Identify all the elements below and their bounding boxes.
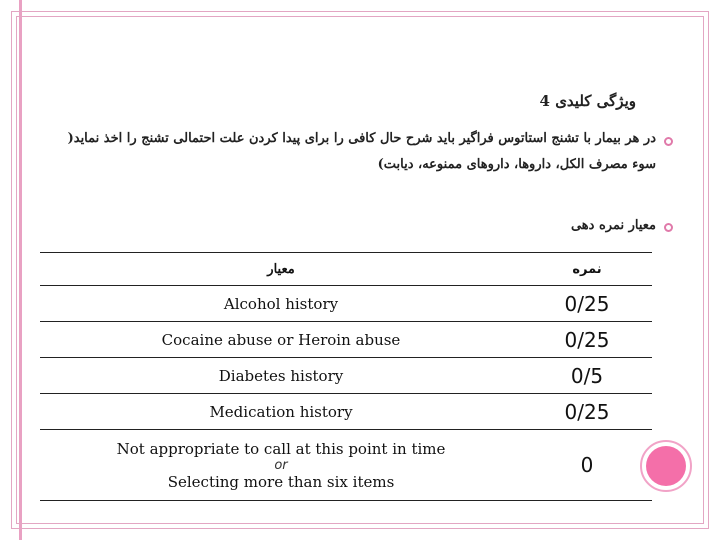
score-cell: 0/25 [522,286,652,322]
criterion-cell: Cocaine abuse or Heroin abuse [40,322,522,358]
bullet-text-history: در هر بیمار با تشنج استاتوس فراگیر باید شرح حال کافی را برای پیدا کردن علت احتمالی تشنج را اخذ نماید( سوء مصرف الکل، داروها، داروهای ممنوعه، دیابت) [67,131,656,172]
criterion-cell: Alcohol history [40,286,522,322]
criterion-or: or [274,457,288,473]
score-cell: 0/5 [522,358,652,394]
score-cell: 0/25 [522,394,652,430]
score-cell: 0 [522,430,652,501]
header-criterion: معیار [40,253,522,286]
bullet-text-scoring: معیار نمره دهی [570,218,656,233]
bullet-circle-icon [664,137,673,146]
table-row [40,358,652,394]
scoring-table [40,252,652,501]
table-row [40,286,652,322]
criterion-cell: Medication history [40,394,522,430]
bullet-circle-icon [664,223,673,232]
header-score: نمره [522,253,652,286]
criterion-line-2: Selecting more than six items [167,472,395,491]
table-row [40,394,652,430]
criterion-cell: Diabetes history [40,358,522,394]
criterion-line-1: Not appropriate to call at this point in time [116,439,446,458]
score-cell: 0/25 [522,322,652,358]
table-header-row [40,253,652,286]
decorative-circle-inner [646,446,686,486]
slide-title: ویژگی کلیدی 4 [539,92,636,110]
table-row [40,322,652,358]
criterion-cell-multiline [40,430,522,501]
table-row [40,430,652,501]
